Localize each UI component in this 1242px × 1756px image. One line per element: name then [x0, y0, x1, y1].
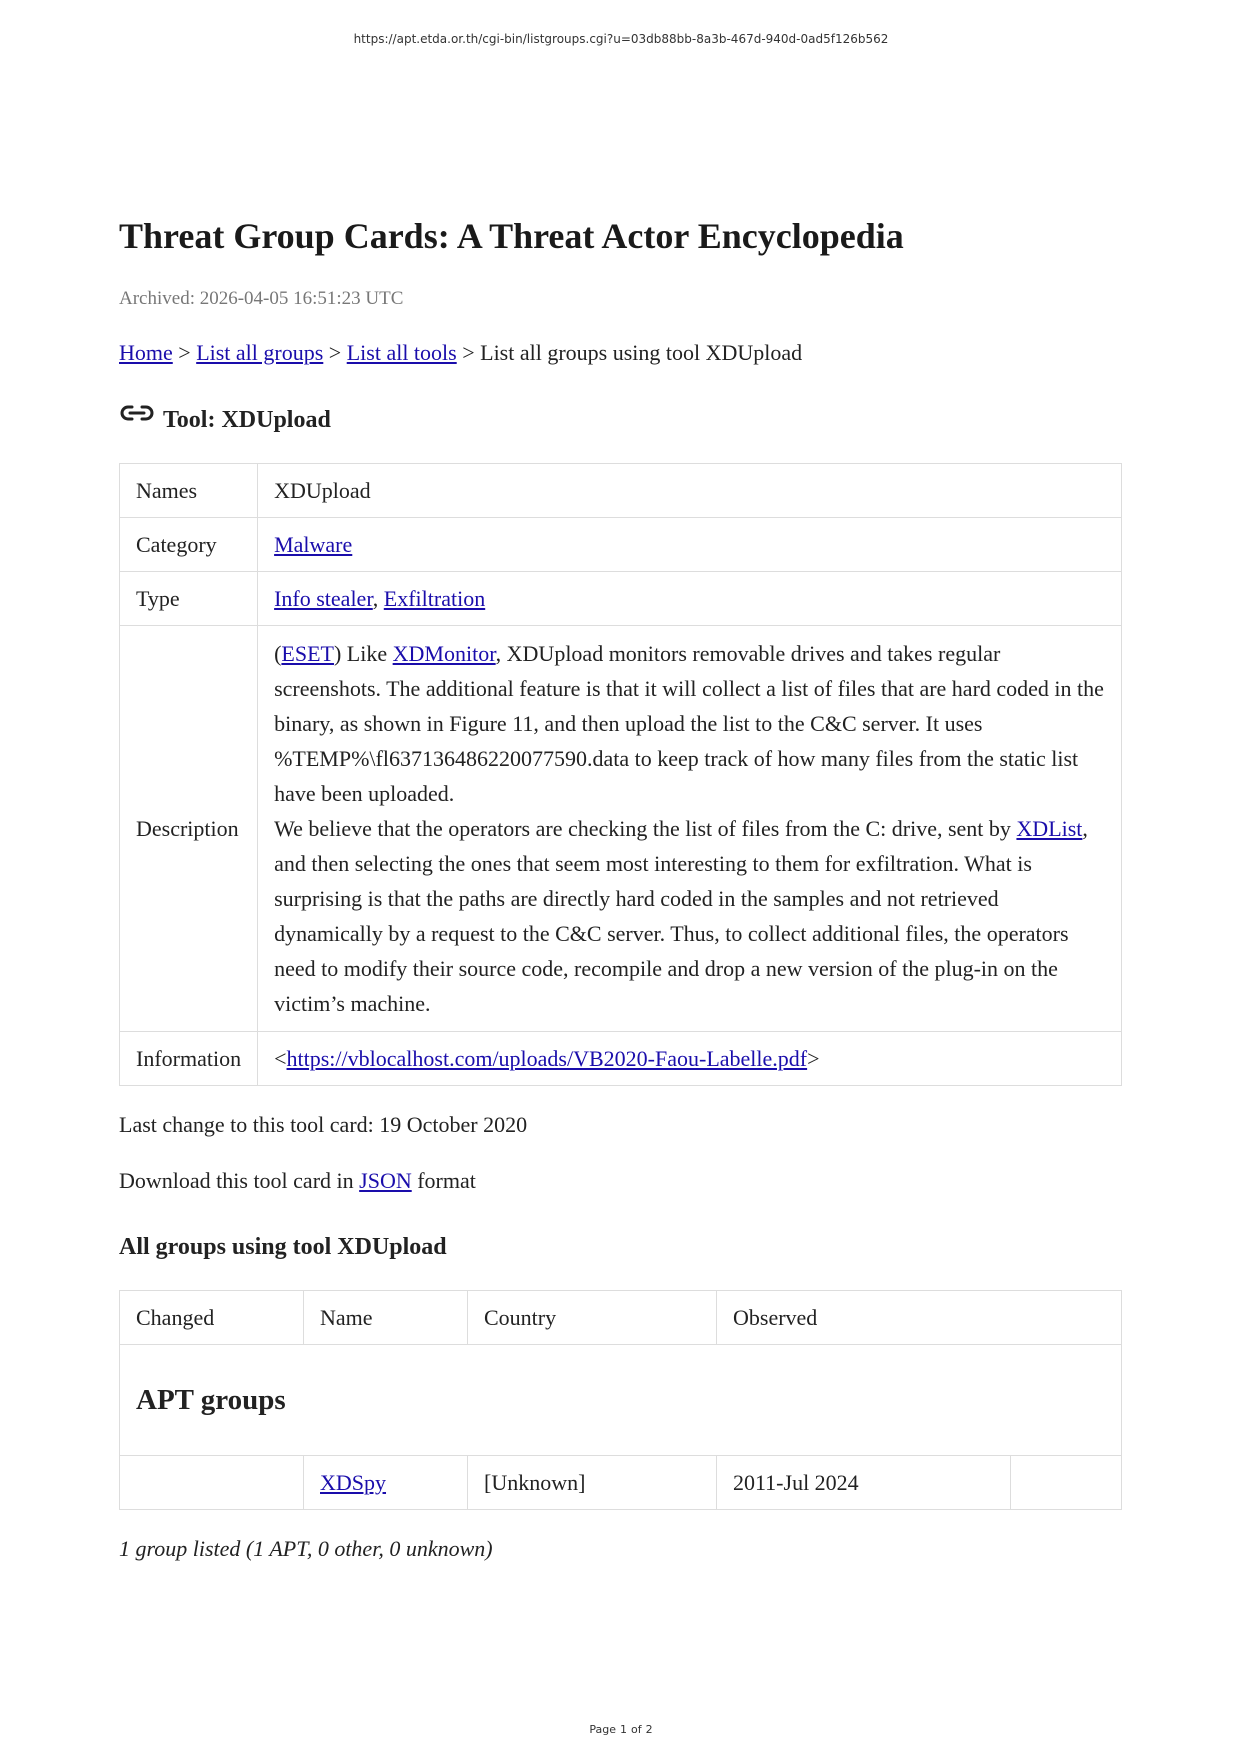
tool-heading [119, 399, 1122, 435]
info-open-bracket: < [274, 1045, 287, 1071]
information-value [258, 1032, 1122, 1086]
type-separator: , [372, 585, 384, 611]
type-value [258, 572, 1122, 626]
information-label: Information [120, 1032, 258, 1086]
description-value [258, 626, 1122, 1032]
column-header-changed: Changed [120, 1291, 304, 1345]
category-malware-link[interactable]: Malware [274, 531, 353, 557]
page-of-label: of [631, 1723, 642, 1736]
description-label: Description [120, 626, 258, 1032]
table-row-category [120, 518, 1122, 572]
print-header-url: https://apt.etda.or.th/cgi-bin/listgroups.cgi?u=03db88bb-8a3b-467d-940d-0ad5f126b562 [353, 32, 889, 46]
group-country-cell: [Unknown] [468, 1456, 717, 1510]
desc-p2-start-text: We believe that the operators are checking the list of files from the C: drive, sent by [274, 816, 1017, 841]
information-pdf-link[interactable]: https://vblocalhost.com/uploads/VB2020-Faou-Labelle.pdf [286, 1045, 808, 1071]
eset-link[interactable]: ESET [281, 641, 334, 666]
breadcrumb-list-groups-link[interactable]: List all groups [196, 340, 324, 365]
names-label: Names [120, 464, 258, 518]
section-row-apt [120, 1345, 1122, 1456]
xdlist-link[interactable]: XDList [1016, 816, 1083, 841]
last-change-text: Last change to this tool card: 19 October 2020 [119, 1112, 528, 1137]
type-info-stealer-link[interactable]: Info stealer [274, 585, 373, 611]
breadcrumb-separator: > [323, 340, 347, 365]
breadcrumb-current: > List all groups using tool XDUpload [456, 340, 803, 365]
group-changed-cell [120, 1456, 304, 1510]
column-header-country: Country [468, 1291, 717, 1345]
download-prefix: Download this tool card in [119, 1168, 360, 1193]
names-value: XDUpload [258, 464, 1122, 518]
download-line [119, 1164, 1122, 1198]
page-label: Page [589, 1723, 617, 1736]
groups-table [119, 1290, 1122, 1510]
tool-info-table [119, 463, 1122, 1086]
download-suffix: format [411, 1168, 476, 1193]
type-exfiltration-link[interactable]: Exfiltration [383, 585, 486, 611]
groups-table-header [120, 1291, 1122, 1345]
column-header-name: Name [304, 1291, 468, 1345]
section-title: APT groups [136, 1383, 286, 1416]
page-title: Threat Group Cards: A Threat Actor Encyclopedia [119, 216, 904, 256]
apt-groups-section [120, 1345, 1122, 1456]
breadcrumb-list-tools-link[interactable]: List all tools [346, 340, 457, 365]
table-row-type [120, 572, 1122, 626]
xdspy-group-link[interactable]: XDSpy [320, 1469, 387, 1495]
table-row-names [120, 464, 1122, 518]
desc-open-paren: ( [274, 641, 282, 666]
xdmonitor-link[interactable]: XDMonitor [392, 641, 496, 666]
page-current: 1 [620, 1723, 628, 1736]
tool-title: Tool: XDUpload [163, 407, 331, 433]
breadcrumb-separator: > [172, 340, 197, 365]
table-row [120, 1456, 1122, 1510]
breadcrumb [119, 339, 1122, 367]
archived-timestamp: Archived: 2026-04-05 16:51:23 UTC [119, 288, 404, 309]
page-footer [0, 1723, 1242, 1736]
desc-p2-text: , and then selecting the ones that seem most interesting to them for exfiltration. What is surprising is that the paths are directly hard coded in the samples and not retrieved dynamically by a request to the C&C server. Thus, to collect additional files, the operators need to modify their source code, recompile and drop a new version of the plug-in on the victim’s machine. [274, 816, 1088, 1016]
group-observed-cell: 2011-Jul 2024 [717, 1456, 1011, 1510]
main-content [119, 212, 1122, 1566]
description-paragraph [274, 811, 1105, 1021]
page-total: 2 [645, 1723, 653, 1736]
link-icon [119, 401, 155, 425]
description-paragraph [274, 636, 1105, 811]
groups-heading: All groups using tool XDUpload [119, 1234, 447, 1260]
desc-like-text: ) Like [333, 641, 393, 666]
group-extra-cell [1011, 1456, 1122, 1510]
category-label: Category [120, 518, 258, 572]
breadcrumb-home-link[interactable]: Home [119, 340, 173, 365]
column-header-observed: Observed [717, 1291, 1122, 1345]
table-row-description [120, 626, 1122, 1032]
category-value [258, 518, 1122, 572]
info-close-bracket: > [807, 1045, 820, 1071]
group-name-cell [304, 1456, 468, 1510]
groups-summary: 1 group listed (1 APT, 0 other, 0 unknown) [119, 1536, 493, 1561]
desc-p1-text: , XDUpload monitors removable drives and takes regular screenshots. The additional feature is that it will collect a list of files that are hard coded in the binary, as shown in Figure 11, and then upload the list to the C&C server. It uses %TEMP%\fl637136486220077590.data to keep track of how many files from the static list have been uploaded. [274, 641, 1104, 806]
table-row-information [120, 1032, 1122, 1086]
json-download-link[interactable]: JSON [359, 1168, 412, 1193]
type-label: Type [120, 572, 258, 626]
